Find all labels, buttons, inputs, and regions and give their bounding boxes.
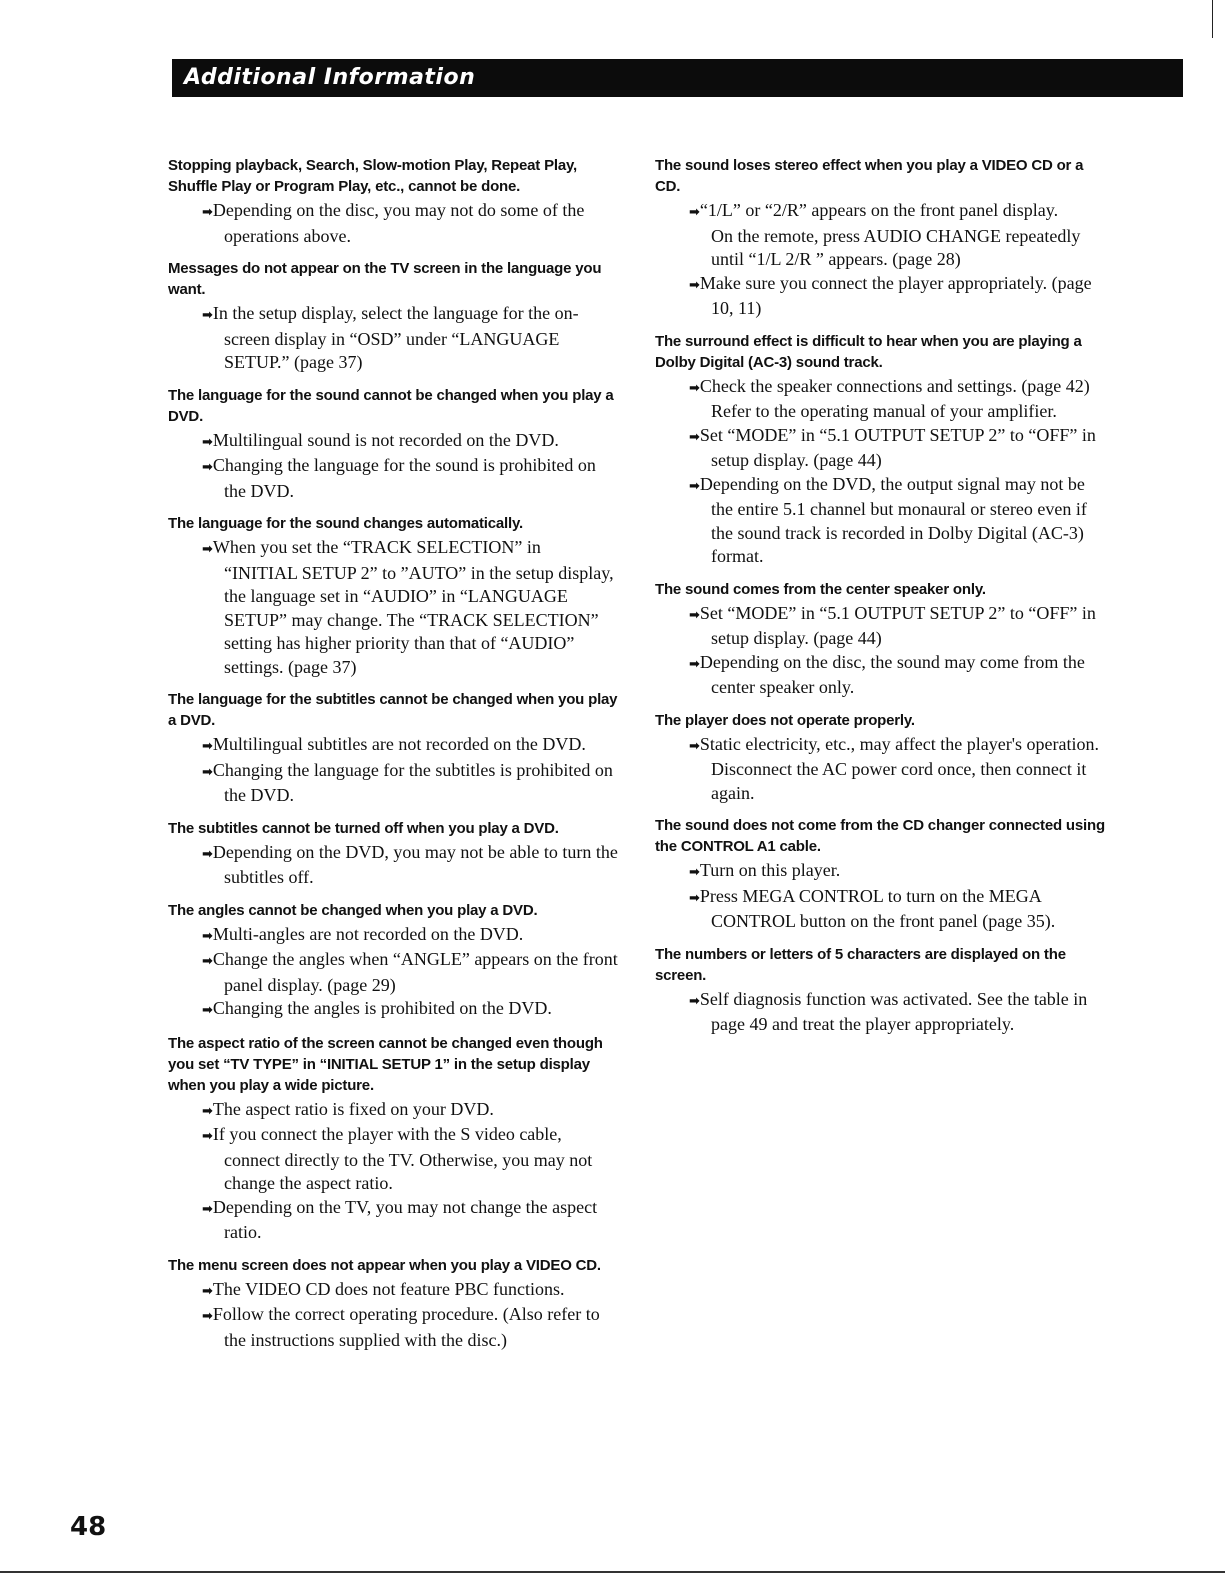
solution-item: ➡Follow the correct operating procedure. (Also refer to the instructions supplied with the disc.) — [202, 1304, 600, 1350]
solution-item: ➡Depending on the disc, the sound may come from the center speaker only. — [689, 651, 1085, 697]
solution-item: ➡The aspect ratio is fixed on your DVD. — [202, 1098, 494, 1119]
solution-item: ➡In the setup display, select the language for the on-screen display in “OSD” under “LANGUAGE SETUP.” (page 37) — [202, 303, 579, 372]
arrow-icon: ➡ — [202, 1283, 213, 1299]
problem-heading: The angles cannot be changed when you play a DVD. — [168, 901, 538, 919]
page-bottom-rule — [0, 1571, 1225, 1573]
problem-heading: The sound loses stereo effect when you play a VIDEO CD or a CD. — [655, 157, 1084, 195]
troubleshooting-entry — [655, 815, 1105, 934]
troubleshooting-entry — [168, 1033, 618, 1245]
arrow-icon: ➡ — [689, 380, 700, 396]
arrow-icon: ➡ — [202, 542, 213, 557]
arrow-icon: ➡ — [202, 1309, 213, 1324]
solution-item: ➡Multilingual subtitles are not recorded on the DVD. — [202, 734, 586, 754]
solution-item: ➡Depending on the disc, you may not do some of the operations above. — [202, 200, 585, 246]
arrow-icon: ➡ — [202, 1201, 213, 1217]
arrow-icon: ➡ — [689, 993, 700, 1009]
problem-heading: The sound does not come from the CD changer connected using the CONTROL A1 cable. — [655, 817, 1105, 855]
arrow-icon: ➡ — [689, 478, 700, 494]
solution-item: ➡Changing the angles is prohibited on the DVD. — [202, 998, 552, 1018]
arrow-icon: ➡ — [202, 928, 213, 944]
arrow-icon: ➡ — [202, 846, 213, 862]
troubleshooting-entry — [168, 689, 618, 808]
solution-item: ➡“1/L” or “2/R” appears on the front panel display. — [689, 200, 1059, 220]
solution-item: ➡Changing the language for the subtitles is prohibited on the DVD. — [202, 759, 613, 805]
problem-heading: The numbers or letters of 5 characters are displayed on the screen. — [655, 945, 1066, 984]
arrow-icon: ➡ — [202, 739, 213, 754]
solution-item: ➡Set “MODE” in “5.1 OUTPUT SETUP 2” to “OFF” in setup display. (page 44) — [689, 424, 1096, 470]
troubleshooting-entry — [168, 513, 618, 679]
arrow-icon: ➡ — [202, 764, 213, 780]
problem-heading: Stopping playback, Search, Slow-motion Play, Repeat Play, Shuffle Play or Program Play, etc., cannot be done. — [168, 157, 577, 195]
left-column — [168, 155, 618, 1362]
arrow-icon: ➡ — [689, 865, 700, 880]
solution-item: ➡Depending on the DVD, you may not be able to turn the subtitles off. — [202, 841, 618, 887]
arrow-icon: ➡ — [202, 1103, 213, 1119]
problem-heading: The language for the subtitles cannot be changed when you play a DVD. — [168, 691, 618, 729]
section-banner — [172, 59, 1183, 97]
solution-item: ➡When you set the “TRACK SELECTION” in “INITIAL SETUP 2” to ”AUTO” in the setup display, the language set in “AUDIO” in “LANGUAGE SETUP” may change. The “TRACK SELECTION” setting has higher priority than that of “AUDIO” settings. (page 37) — [202, 537, 614, 677]
arrow-icon: ➡ — [689, 205, 700, 220]
problem-heading: The language for the sound cannot be changed when you play a DVD. — [168, 386, 614, 425]
solution-item: ➡Static electricity, etc., may affect the player's operation. — [689, 733, 1099, 754]
solution-item: ➡Self diagnosis function was activated. See the table in page 49 and treat the player appropriately. — [689, 988, 1088, 1034]
troubleshooting-entry — [168, 1255, 618, 1353]
solution-item: ➡Check the speaker connections and settings. (page 42) Refer to the operating manual of your amplifier. — [689, 375, 1090, 421]
solution-item: ➡Depending on the TV, you may not change the aspect ratio. — [202, 1196, 598, 1242]
solution-note: On the remote, press AUDIO CHANGE repeatedly until “1/L 2/R ” appears. (page 28) — [711, 225, 1081, 269]
arrow-icon: ➡ — [202, 460, 213, 475]
solution-note: Disconnect the AC power cord once, then connect it again. — [711, 759, 1087, 803]
arrow-icon: ➡ — [202, 1003, 213, 1018]
arrow-icon: ➡ — [202, 308, 213, 323]
page-number: 48 — [70, 1512, 107, 1542]
solution-item: ➡Set “MODE” in “5.1 OUTPUT SETUP 2” to “OFF” in setup display. (page 44) — [689, 602, 1096, 648]
problem-heading: The language for the sound changes automatically. — [168, 515, 523, 532]
solution-item: ➡Change the angles when “ANGLE” appears on the front panel display. (page 29) — [202, 949, 618, 995]
troubleshooting-entry — [168, 818, 618, 890]
solution-item: ➡Changing the language for the sound is prohibited on the DVD. — [202, 455, 596, 501]
arrow-icon: ➡ — [689, 607, 700, 623]
problem-heading: Messages do not appear on the TV screen in the language you want. — [168, 260, 602, 298]
arrow-icon: ➡ — [689, 738, 700, 754]
troubleshooting-entry — [655, 944, 1105, 1037]
troubleshooting-entry — [655, 331, 1105, 569]
problem-heading: The menu screen does not appear when you play a VIDEO CD. — [168, 1256, 601, 1274]
arrow-icon: ➡ — [202, 205, 213, 220]
arrow-icon: ➡ — [202, 954, 213, 969]
troubleshooting-entry — [168, 900, 618, 1023]
solution-item: ➡If you connect the player with the S video cable, connect directly to the TV. Otherwise, you may not change the aspect ratio. — [202, 1124, 593, 1193]
problem-heading: The subtitles cannot be turned off when you play a DVD. — [168, 819, 559, 837]
troubleshooting-entry — [168, 258, 618, 375]
troubleshooting-entry — [655, 710, 1105, 806]
arrow-icon: ➡ — [202, 434, 213, 450]
troubleshooting-entry — [168, 155, 618, 248]
solution-item: ➡Multilingual sound is not recorded on the DVD. — [202, 429, 559, 450]
solution-item: ➡Press MEGA CONTROL to turn on the MEGA CONTROL button on the front panel (page 35). — [689, 885, 1056, 931]
section-title: Additional Information — [184, 65, 476, 90]
solution-item: ➡Multi-angles are not recorded on the DVD. — [202, 923, 524, 944]
arrow-icon: ➡ — [689, 429, 700, 445]
solution-item: ➡Depending on the DVD, the output signal may not be the entire 5.1 channel but monaural or stereo even if the sound track is recorded in Dolby Digital (AC-3) format. — [689, 473, 1087, 566]
solution-item: ➡Make sure you connect the player appropriately. (page 10, 11) — [689, 272, 1092, 318]
arrow-icon: ➡ — [689, 277, 700, 293]
problem-heading: The aspect ratio of the screen cannot be changed even though you set “TV TYPE” in “INITIAL SETUP 1” in the setup display when you play a wide picture. — [168, 1034, 603, 1094]
scan-edge-line — [1212, 0, 1213, 38]
arrow-icon: ➡ — [202, 1129, 213, 1144]
problem-heading: The sound comes from the center speaker only. — [655, 580, 986, 598]
problem-heading: The surround effect is difficult to hear when you are playing a Dolby Digital (AC-3) sound track. — [655, 332, 1082, 371]
solution-item: ➡The VIDEO CD does not feature PBC functions. — [202, 1278, 565, 1299]
troubleshooting-entry — [168, 385, 618, 504]
troubleshooting-entry — [655, 579, 1105, 700]
problem-heading: The player does not operate properly. — [655, 711, 915, 729]
arrow-icon: ➡ — [689, 890, 700, 906]
solution-item: ➡Turn on this player. — [689, 860, 841, 880]
right-column — [655, 155, 1105, 1047]
troubleshooting-entry — [655, 155, 1105, 321]
arrow-icon: ➡ — [689, 656, 700, 672]
